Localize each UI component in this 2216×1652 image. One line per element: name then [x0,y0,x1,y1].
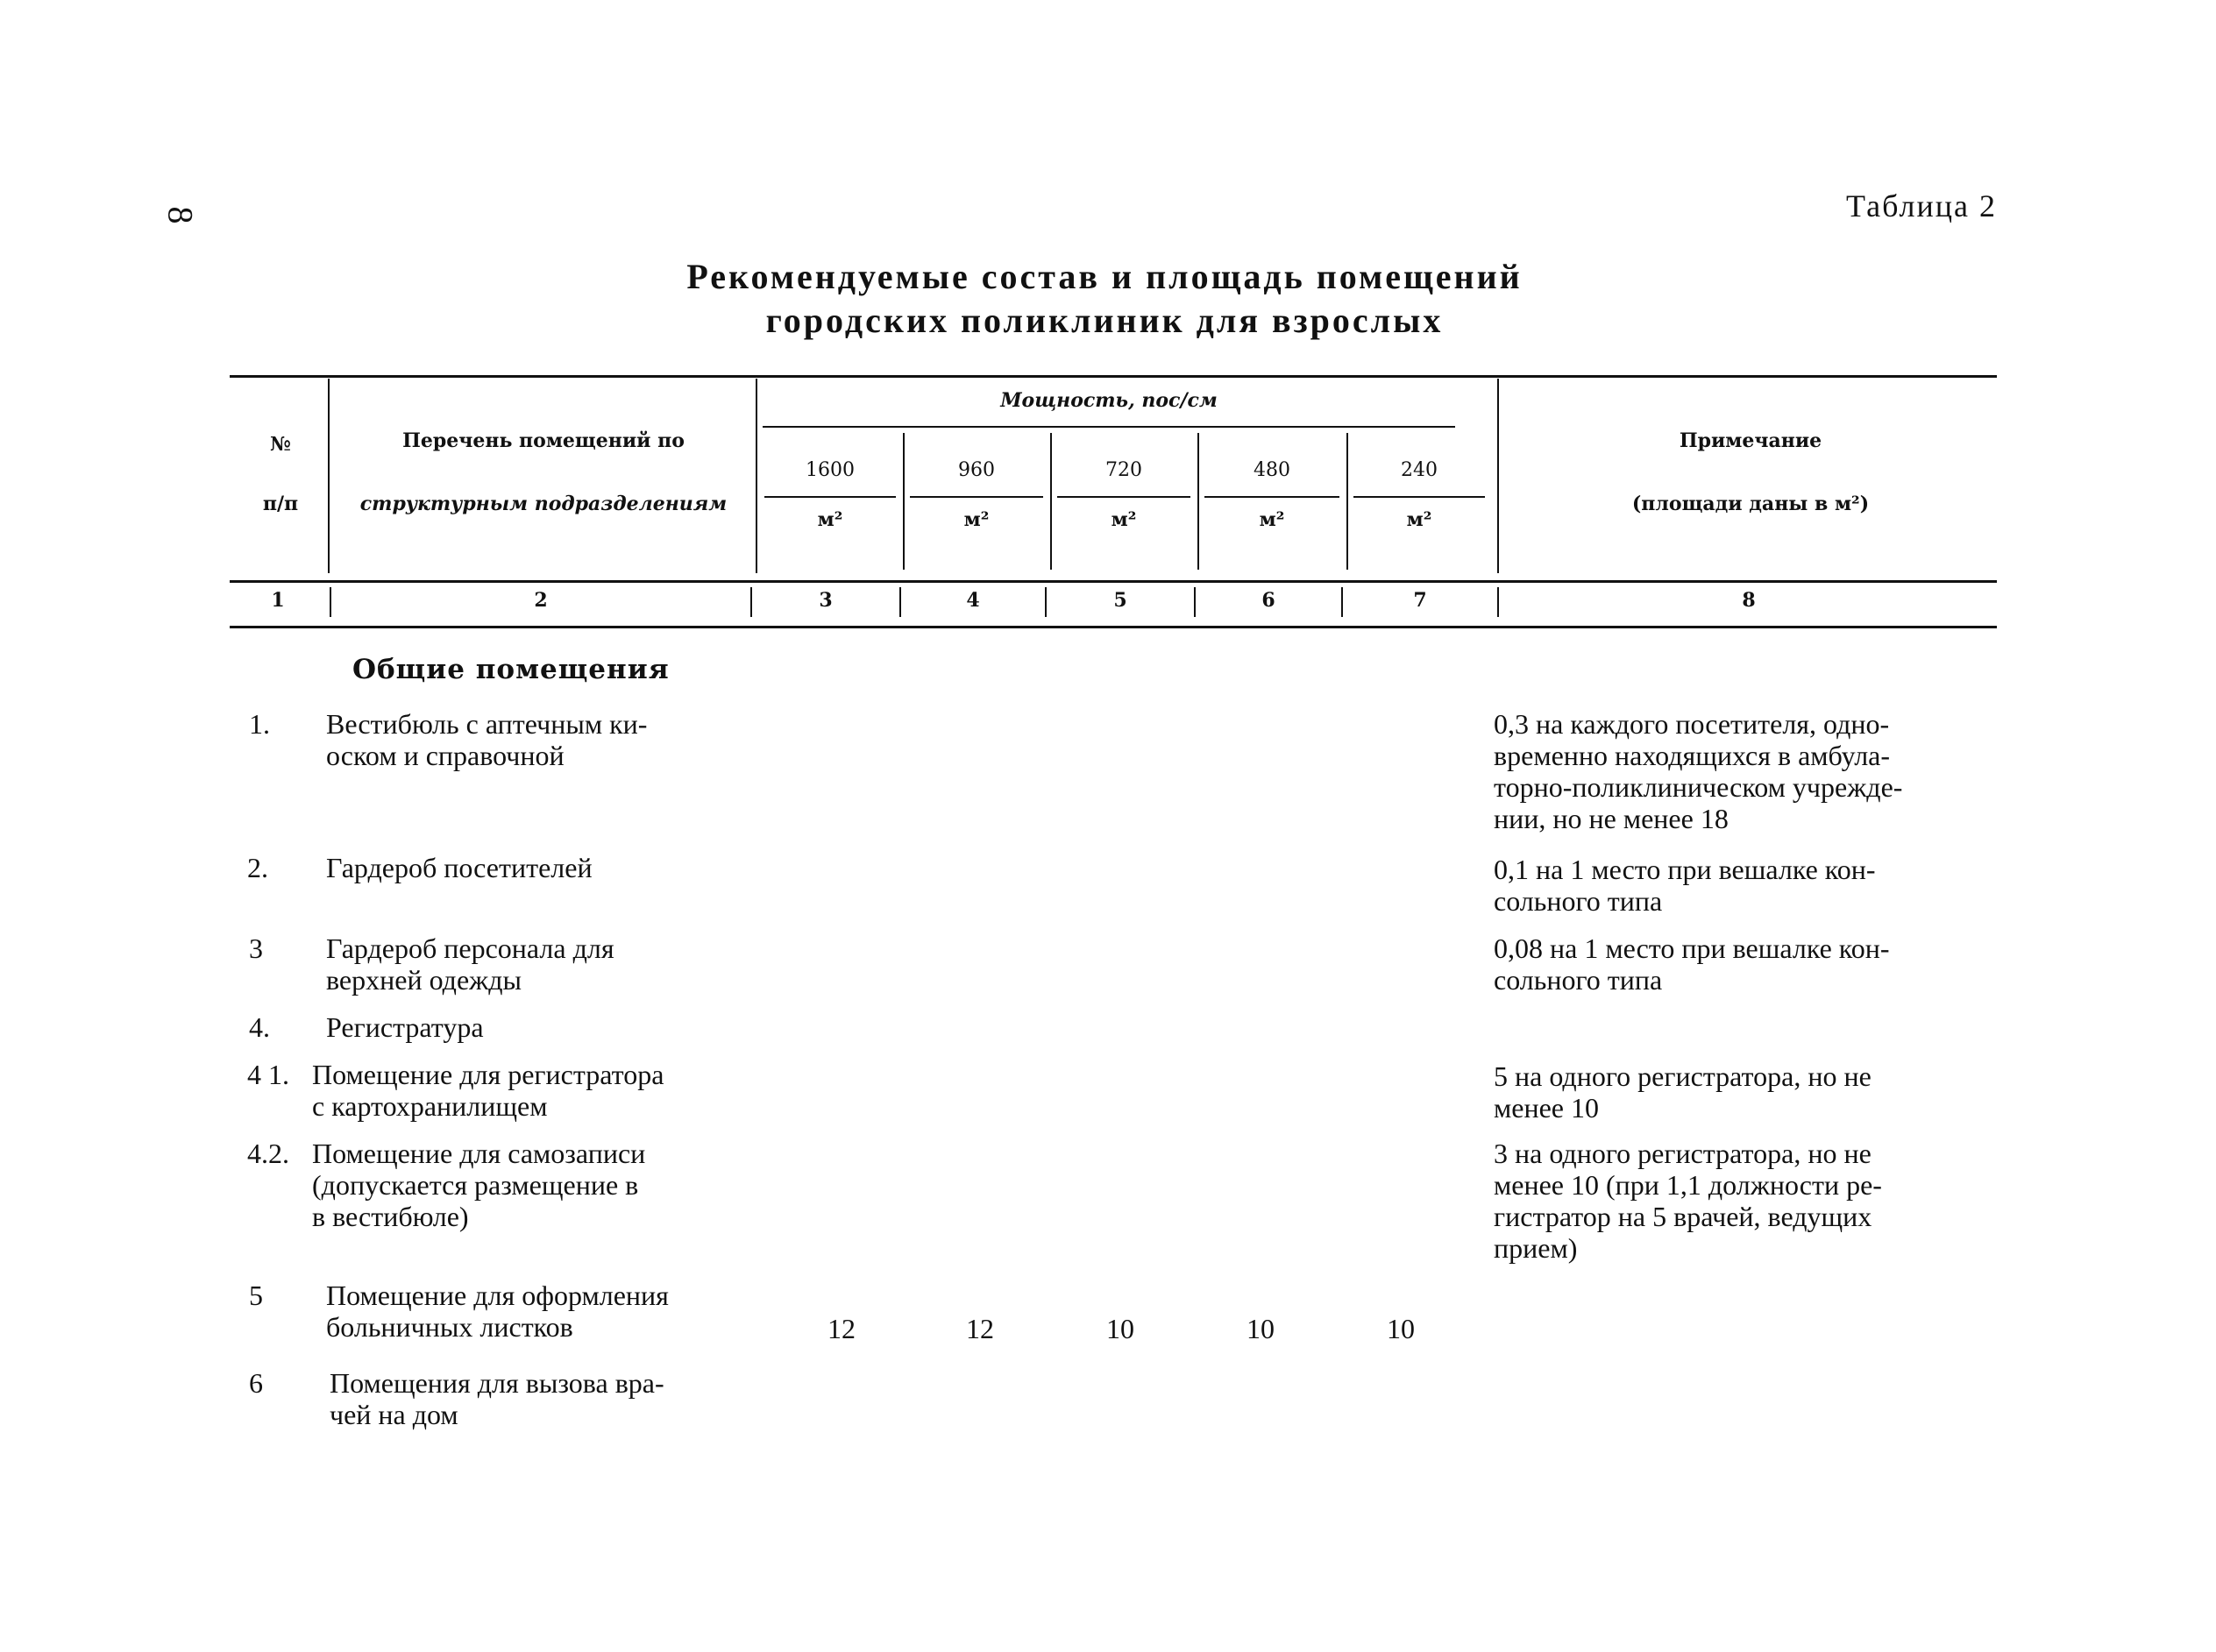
column-number: 4 [966,589,980,612]
row-number: 2. [247,852,268,883]
row-name: Вестибюль с аптечным ки- оском и справочной [326,708,648,771]
header-divider [1497,379,1499,573]
colnum-divider [750,587,752,617]
row-number: 5 [249,1280,263,1311]
col-no-header-sub: п/п [262,493,299,515]
capacity-value: 960 [958,459,995,481]
row-note: 0,08 на 1 место при вешалке кон- сольного типа [1494,932,1890,996]
capacity-value: 480 [1254,459,1290,481]
row-name: Помещение для регистратора с картохранилищем [312,1059,664,1122]
colnum-divider [1341,587,1343,617]
unit-rule [1057,496,1190,498]
unit-label: м² [963,508,990,531]
row-name: Помещение для оформления больничных листков [326,1280,669,1343]
capacity-rule [763,426,1455,428]
colnum-divider [1045,587,1047,617]
header-divider [328,379,330,573]
col-list-header: Перечень помещений по [402,429,685,452]
row-name: Помещения для вызова вра- чей на дом [330,1367,664,1430]
unit-rule [764,496,896,498]
note-header-sub: (площади даны в м²) [1631,493,1870,515]
colnum-divider [1497,587,1499,617]
column-number: 3 [819,589,833,612]
unit-label: м² [1406,508,1432,531]
row-name: Помещение для самозаписи (допускается размещение в в вестибюле) [312,1138,646,1232]
row-number: 1. [249,708,270,740]
capacity-value: 720 [1105,459,1142,481]
header-bottom-rule [230,580,1997,583]
header-divider [1346,433,1348,570]
column-number: 2 [534,589,548,612]
unit-rule [1353,496,1485,498]
page-number: 8 [160,206,201,224]
note-header: Примечание [1679,429,1822,452]
capacity-cell: 10 [1387,1313,1415,1344]
column-number: 8 [1742,589,1756,612]
header-divider [1197,433,1199,570]
colnum-divider [1194,587,1196,617]
row-number: 6 [249,1367,263,1399]
header-divider [756,379,757,573]
capacity-cell: 12 [966,1313,994,1344]
row-number: 3 [249,932,263,964]
capacity-cell: 10 [1246,1313,1275,1344]
colnum-divider [330,587,331,617]
capacity-cell: 10 [1106,1313,1134,1344]
column-number: 7 [1413,589,1427,612]
row-name: Регистратура [326,1011,484,1043]
column-numbers-bottom-rule [230,626,1997,628]
row-number: 4.2. [247,1138,289,1169]
column-number: 5 [1113,589,1127,612]
row-note: 0,3 на каждого посетителя, одно- временно находящихся в амбула- торно-поликлиническом учрежде- нии, но не менее 18 [1494,708,1903,834]
row-note: 3 на одного регистратора, но не менее 10 (при 1,1 должности ре- гистратор на 5 врачей, ведущих прием) [1494,1138,1882,1264]
row-name: Гардероб посетителей [326,852,593,883]
capacity-value: 240 [1401,459,1438,481]
unit-label: м² [1259,508,1285,531]
col-no-header: № [270,433,291,456]
unit-rule [1204,496,1339,498]
header-divider [1050,433,1052,570]
capacity-header: Мощность, пос/см [1000,389,1218,412]
table-title-line-2: городских поликлиник для взрослых [765,301,1444,340]
row-number: 4 1. [247,1059,289,1090]
col-list-header-sub: структурным подразделениям [359,493,728,515]
section-title: Общие помещения [352,654,670,685]
column-number: 1 [271,589,285,612]
row-note: 0,1 на 1 место при вешалке кон- сольного типа [1494,854,1876,917]
row-number: 4. [249,1011,270,1043]
table-title-line-1: Рекомендуемые состав и площадь помещений [686,257,1523,296]
colnum-divider [899,587,901,617]
row-name: Гардероб персонала для верхней одежды [326,932,614,996]
column-number: 6 [1261,589,1275,612]
header-top-rule [230,375,1997,378]
row-note: 5 на одного регистратора, но не менее 10 [1494,1060,1872,1124]
unit-label: м² [1111,508,1137,531]
capacity-value: 1600 [806,459,855,481]
unit-rule [910,496,1043,498]
capacity-cell: 12 [827,1313,856,1344]
table-label: Таблица 2 [1846,188,1997,223]
unit-label: м² [817,508,843,531]
header-divider [903,433,905,570]
